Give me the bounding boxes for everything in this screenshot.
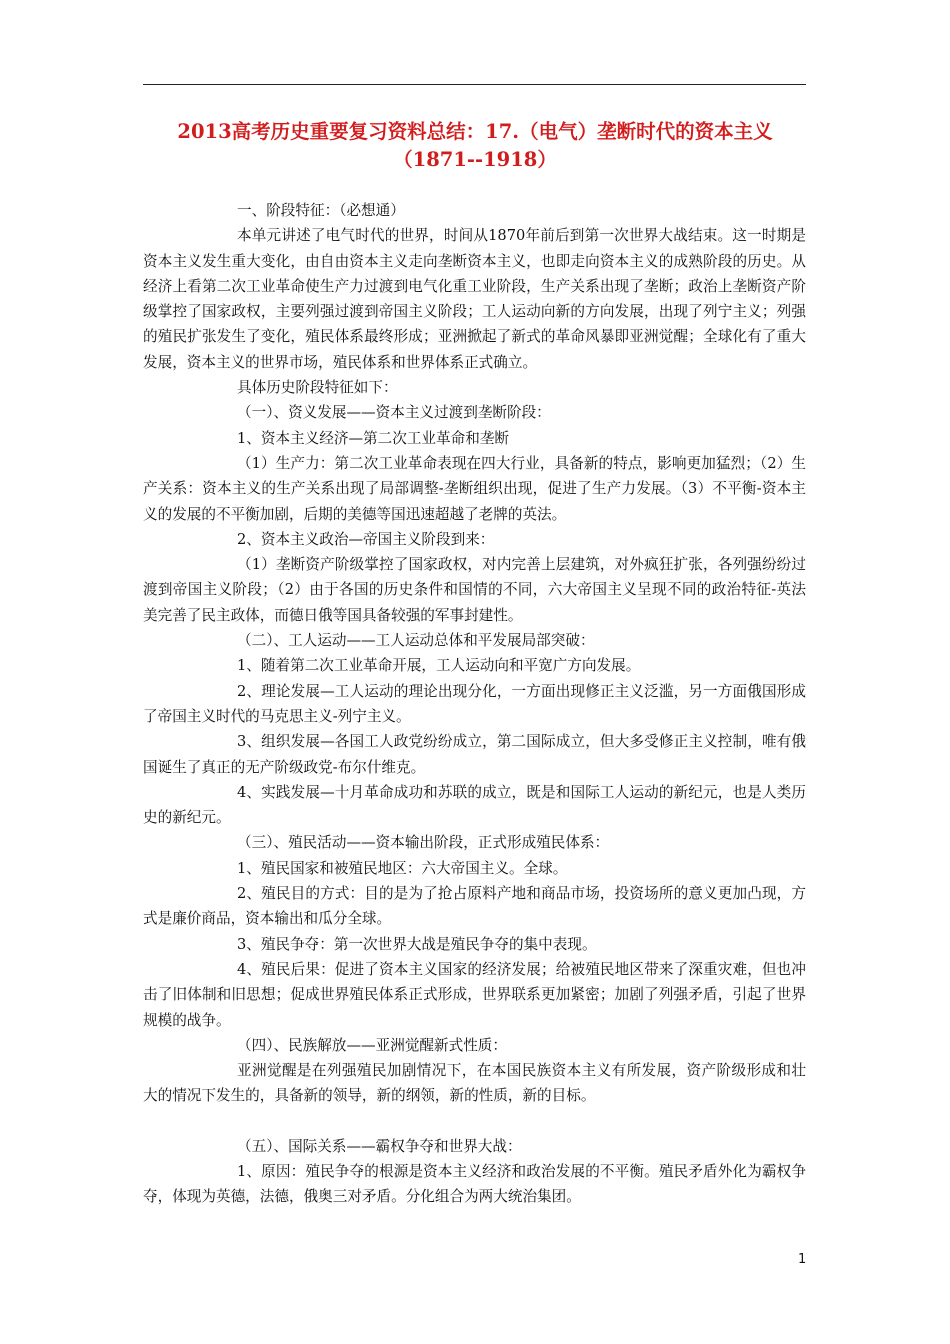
paragraph: 2、资本主义政治—帝国主义阶段到来： <box>237 530 495 548</box>
paragraph: 本单元讲述了电气时代的世界，时间从1870年前后到第一次世界大战结束。这一时期是资本主义发生重大变化，由自由资本主义走向垄断资本主义，也即走向资本主义的成熟阶段的历史。从经济上看第二次工业革命使生产力过渡到电气化重工业阶段，生产关系出现了垄断；政治上垄断资产阶级掌控了国家政权，主要列强过渡到帝国主义阶段；工人运动向新的方向发展，出现了列宁主义；列强的殖民扩张发生了变化，殖民体系最终形成；亚洲掀起了新式的革命风暴即亚洲觉醒；全球化有了重大发展，资本主义的世界市场，殖民体系和世界体系正式确立。 <box>143 227 806 371</box>
document-title <box>120 118 830 174</box>
paragraph: 4、实践发展—十月革命成功和苏联的成立，既是和国际工人运动的新纪元，也是人类历史的新纪元。 <box>143 783 806 827</box>
section-heading: 一、阶段特征：（必想通） <box>237 202 405 219</box>
paragraph-gap <box>143 1109 806 1134</box>
paragraph: 1、资本主义经济—第二次工业革命和垄断 <box>237 429 509 447</box>
paragraph: 4、殖民后果：促进了资本主义国家的经济发展；给被殖民地区带来了深重灾难，但也冲击了旧体制和旧思想；促成世界殖民体系正式形成，世界联系更加紧密；加剧了列强矛盾，引起了世界规模的战争。 <box>143 960 806 1029</box>
subsection-heading: （一）、资义发展——资本主义过渡到垄断阶段： <box>237 404 551 422</box>
page-number: 1 <box>798 1252 807 1267</box>
paragraph: （1）垄断资产阶级掌控了国家政权，对内完善上层建筑，对外疯狂扩张，各列强纷纷过渡到帝国主义阶段；（2）由于各国的历史条件和国情的不同，六大帝国主义呈现不同的政治特征-英法美完善了民主政体，而德日俄等国具备较强的军事封建性。 <box>143 556 806 624</box>
paragraph: 2、殖民目的方式：目的是为了抢占原料产地和商品市场，投资场所的意义更加凸现，方式是廉价商品，资本输出和瓜分全球。 <box>143 885 806 928</box>
paragraph: 1、原因：殖民争夺的根源是资本主义经济和政治发展的不平衡。殖民矛盾外化为霸权争夺，体现为英德，法德，俄奥三对矛盾。分化组合为两大统治集团。 <box>143 1162 806 1206</box>
title-line-1: 2013高考历史重要复习资料总结：17.（电气）垄断时代的资本主义 <box>177 120 773 143</box>
header-rule <box>143 84 806 85</box>
subsection-heading: （四）、民族解放——亚洲觉醒新式性质： <box>237 1036 507 1054</box>
paragraph: 1、随着第二次工业革命开展，工人运动向和平宽广方向发展。 <box>237 657 641 675</box>
subsection-heading: （五）、国际关系——霸权争夺和世界大战： <box>237 1137 522 1155</box>
paragraph: 1、殖民国家和被殖民地区：六大帝国主义。全球。 <box>237 859 568 877</box>
subsection-heading: （二）、工人运动——工人运动总体和平发展局部突破： <box>237 632 595 650</box>
paragraph: 具体历史阶段特征如下： <box>237 379 398 397</box>
paragraph: 亚洲觉醒是在列强殖民加剧情况下，在本国民族资本主义有所发展，资产阶级形成和壮大的情况下发生的，具备新的领导，新的纲领，新的性质，新的目标。 <box>143 1062 806 1105</box>
paragraph: 2、理论发展—工人运动的理论出现分化，一方面出现修正主义泛滥，另一方面俄国形成了帝国主义时代的马克思主义-列宁主义。 <box>143 682 806 725</box>
paragraph: 3、组织发展—各国工人政党纷纷成立，第二国际成立，但大多受修正主义控制，唯有俄国诞生了真正的无产阶级政党-布尔什维克。 <box>143 733 806 776</box>
paragraph: （1）生产力：第二次工业革命表现在四大行业，具备新的特点，影响更加猛烈；（2）生产关系：资本主义的生产关系出现了局部调整-垄断组织出现，促进了生产力发展。（3）不平衡-资本主义的发展的不平衡加剧，后期的美德等国迅速超越了老牌的英法。 <box>143 454 806 523</box>
paragraph: 3、殖民争夺：第一次世界大战是殖民争夺的集中表现。 <box>237 935 597 953</box>
subsection-heading: （三）、殖民活动——资本输出阶段，正式形成殖民体系： <box>237 834 610 852</box>
document-body <box>143 198 806 1210</box>
title-line-2: （1871--1918） <box>393 148 557 171</box>
